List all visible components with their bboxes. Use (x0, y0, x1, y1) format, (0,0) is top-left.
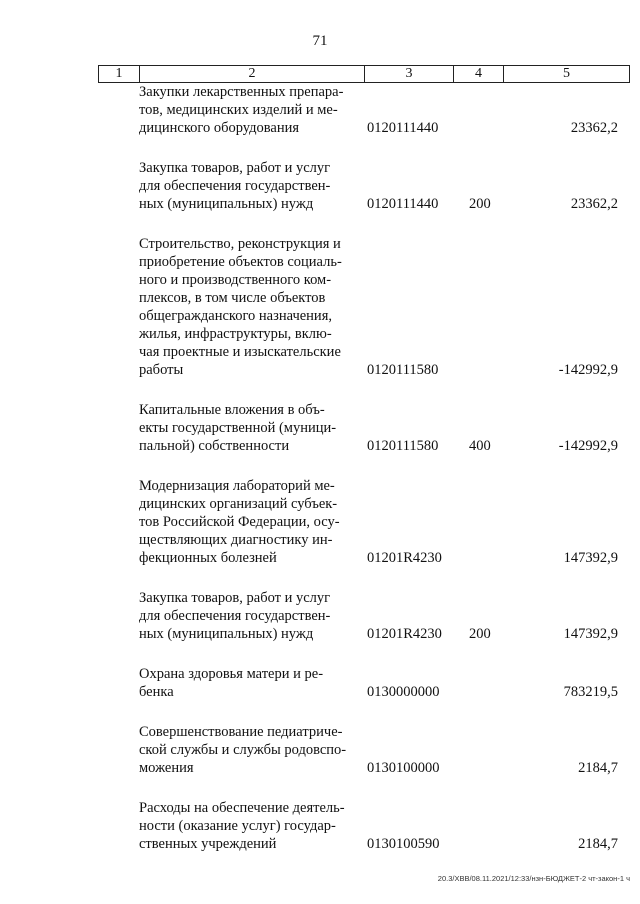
table-row (139, 477, 630, 567)
row-description-line: ственных учреждений (139, 836, 277, 852)
page-number: 71 (312, 33, 328, 49)
row-expense-type: 200 (469, 626, 491, 642)
table-header-row (98, 65, 630, 83)
row-description (139, 477, 363, 567)
row-code: 0120111440 (367, 120, 439, 136)
row-description-line: фекционных болезней (139, 550, 277, 566)
row-description-line: Совершенствование педиатриче- (139, 724, 343, 740)
table-row (139, 799, 630, 853)
row-code: 0120111580 (367, 362, 439, 378)
row-expense-type: 400 (469, 438, 491, 454)
row-amount: -142992,9 (558, 362, 618, 378)
row-description-line: общегражданского назначения, (139, 308, 332, 324)
row-description-line: екты государственной (муници- (139, 420, 337, 436)
row-description-line: можения (139, 760, 194, 776)
row-description (139, 401, 363, 455)
row-code: 0130000000 (367, 684, 440, 700)
row-description (139, 235, 363, 379)
row-description-line: для обеспечения государствен- (139, 178, 331, 194)
row-description-line: дицинского оборудования (139, 120, 300, 136)
row-amount: 2184,7 (578, 836, 618, 852)
row-description-line: Строительство, реконструкция и (139, 236, 341, 252)
row-description (139, 665, 363, 701)
row-description-line: ществляющих диагностику ин- (139, 532, 333, 548)
footer-stamp: 20.3/ХВВ/08.11.2021/12:33/нзн-БЮДЖЕТ-2 чт-закон-1 ч (437, 874, 630, 883)
row-code: 01201R4230 (367, 550, 442, 566)
row-description-line: Закупка товаров, работ и услуг (139, 160, 331, 176)
table-row (139, 723, 630, 777)
row-description-line: Капитальные вложения в объ- (139, 402, 325, 418)
row-description (139, 589, 363, 643)
row-description-line: бенка (139, 684, 174, 700)
row-description (139, 799, 363, 853)
row-description-line: приобретение объектов социаль- (139, 254, 342, 270)
row-description (139, 723, 363, 777)
row-description-line: работы (139, 362, 184, 378)
table-row (139, 83, 630, 137)
row-amount: 23362,2 (570, 196, 618, 212)
column-header-4: 4 (454, 66, 504, 82)
row-description-line: дицинских организаций субъек- (139, 496, 338, 512)
row-description-line: ской службы и службы родовспо- (139, 742, 347, 758)
column-header-5: 5 (563, 66, 570, 81)
row-amount: 23362,2 (570, 120, 618, 136)
row-description-line: ных (муниципальных) нужд (139, 626, 314, 642)
row-description-line: чая проектные и изыскательские (139, 344, 341, 360)
row-description-line: ности (оказание услуг) государ- (139, 818, 336, 834)
row-expense-type: 200 (469, 196, 491, 212)
row-code: 0120111580 (367, 438, 439, 454)
row-description-line: плексов, в том числе объектов (139, 290, 326, 306)
row-description-line: жилья, инфраструктуры, вклю- (139, 326, 332, 342)
row-amount: 147392,9 (563, 626, 618, 642)
row-description-line: пальной) собственности (139, 438, 290, 454)
table-row (139, 159, 630, 213)
row-description-line: ного и производственного ком- (139, 272, 332, 288)
row-code: 0130100000 (367, 760, 440, 776)
column-header-1: 1 (99, 66, 140, 82)
row-description-line: тов Российской Федерации, осу- (139, 514, 340, 530)
row-description-line: Закупки лекарственных препара- (139, 84, 344, 100)
table-body (139, 83, 630, 875)
row-amount: -142992,9 (558, 438, 618, 454)
column-header-2: 2 (140, 66, 365, 82)
row-description (139, 83, 363, 137)
row-description-line: Расходы на обеспечение деятель- (139, 800, 345, 816)
row-description-line: Закупка товаров, работ и услуг (139, 590, 331, 606)
row-amount: 783219,5 (563, 684, 618, 700)
row-description-line: ных (муниципальных) нужд (139, 196, 314, 212)
row-description-line: для обеспечения государствен- (139, 608, 331, 624)
column-header-3: 3 (365, 66, 454, 82)
row-code: 01201R4230 (367, 626, 442, 642)
row-code: 0120111440 (367, 196, 439, 212)
table-row (139, 401, 630, 455)
row-description (139, 159, 363, 213)
table-row (139, 665, 630, 701)
row-description-line: тов, медицинских изделий и ме- (139, 102, 338, 118)
table-row (139, 589, 630, 643)
row-amount: 147392,9 (563, 550, 618, 566)
row-amount: 2184,7 (578, 760, 618, 776)
row-description-line: Охрана здоровья матери и ре- (139, 666, 324, 682)
row-code: 0130100590 (367, 836, 440, 852)
table-row (139, 235, 630, 379)
row-description-line: Модернизация лабораторий ме- (139, 478, 335, 494)
